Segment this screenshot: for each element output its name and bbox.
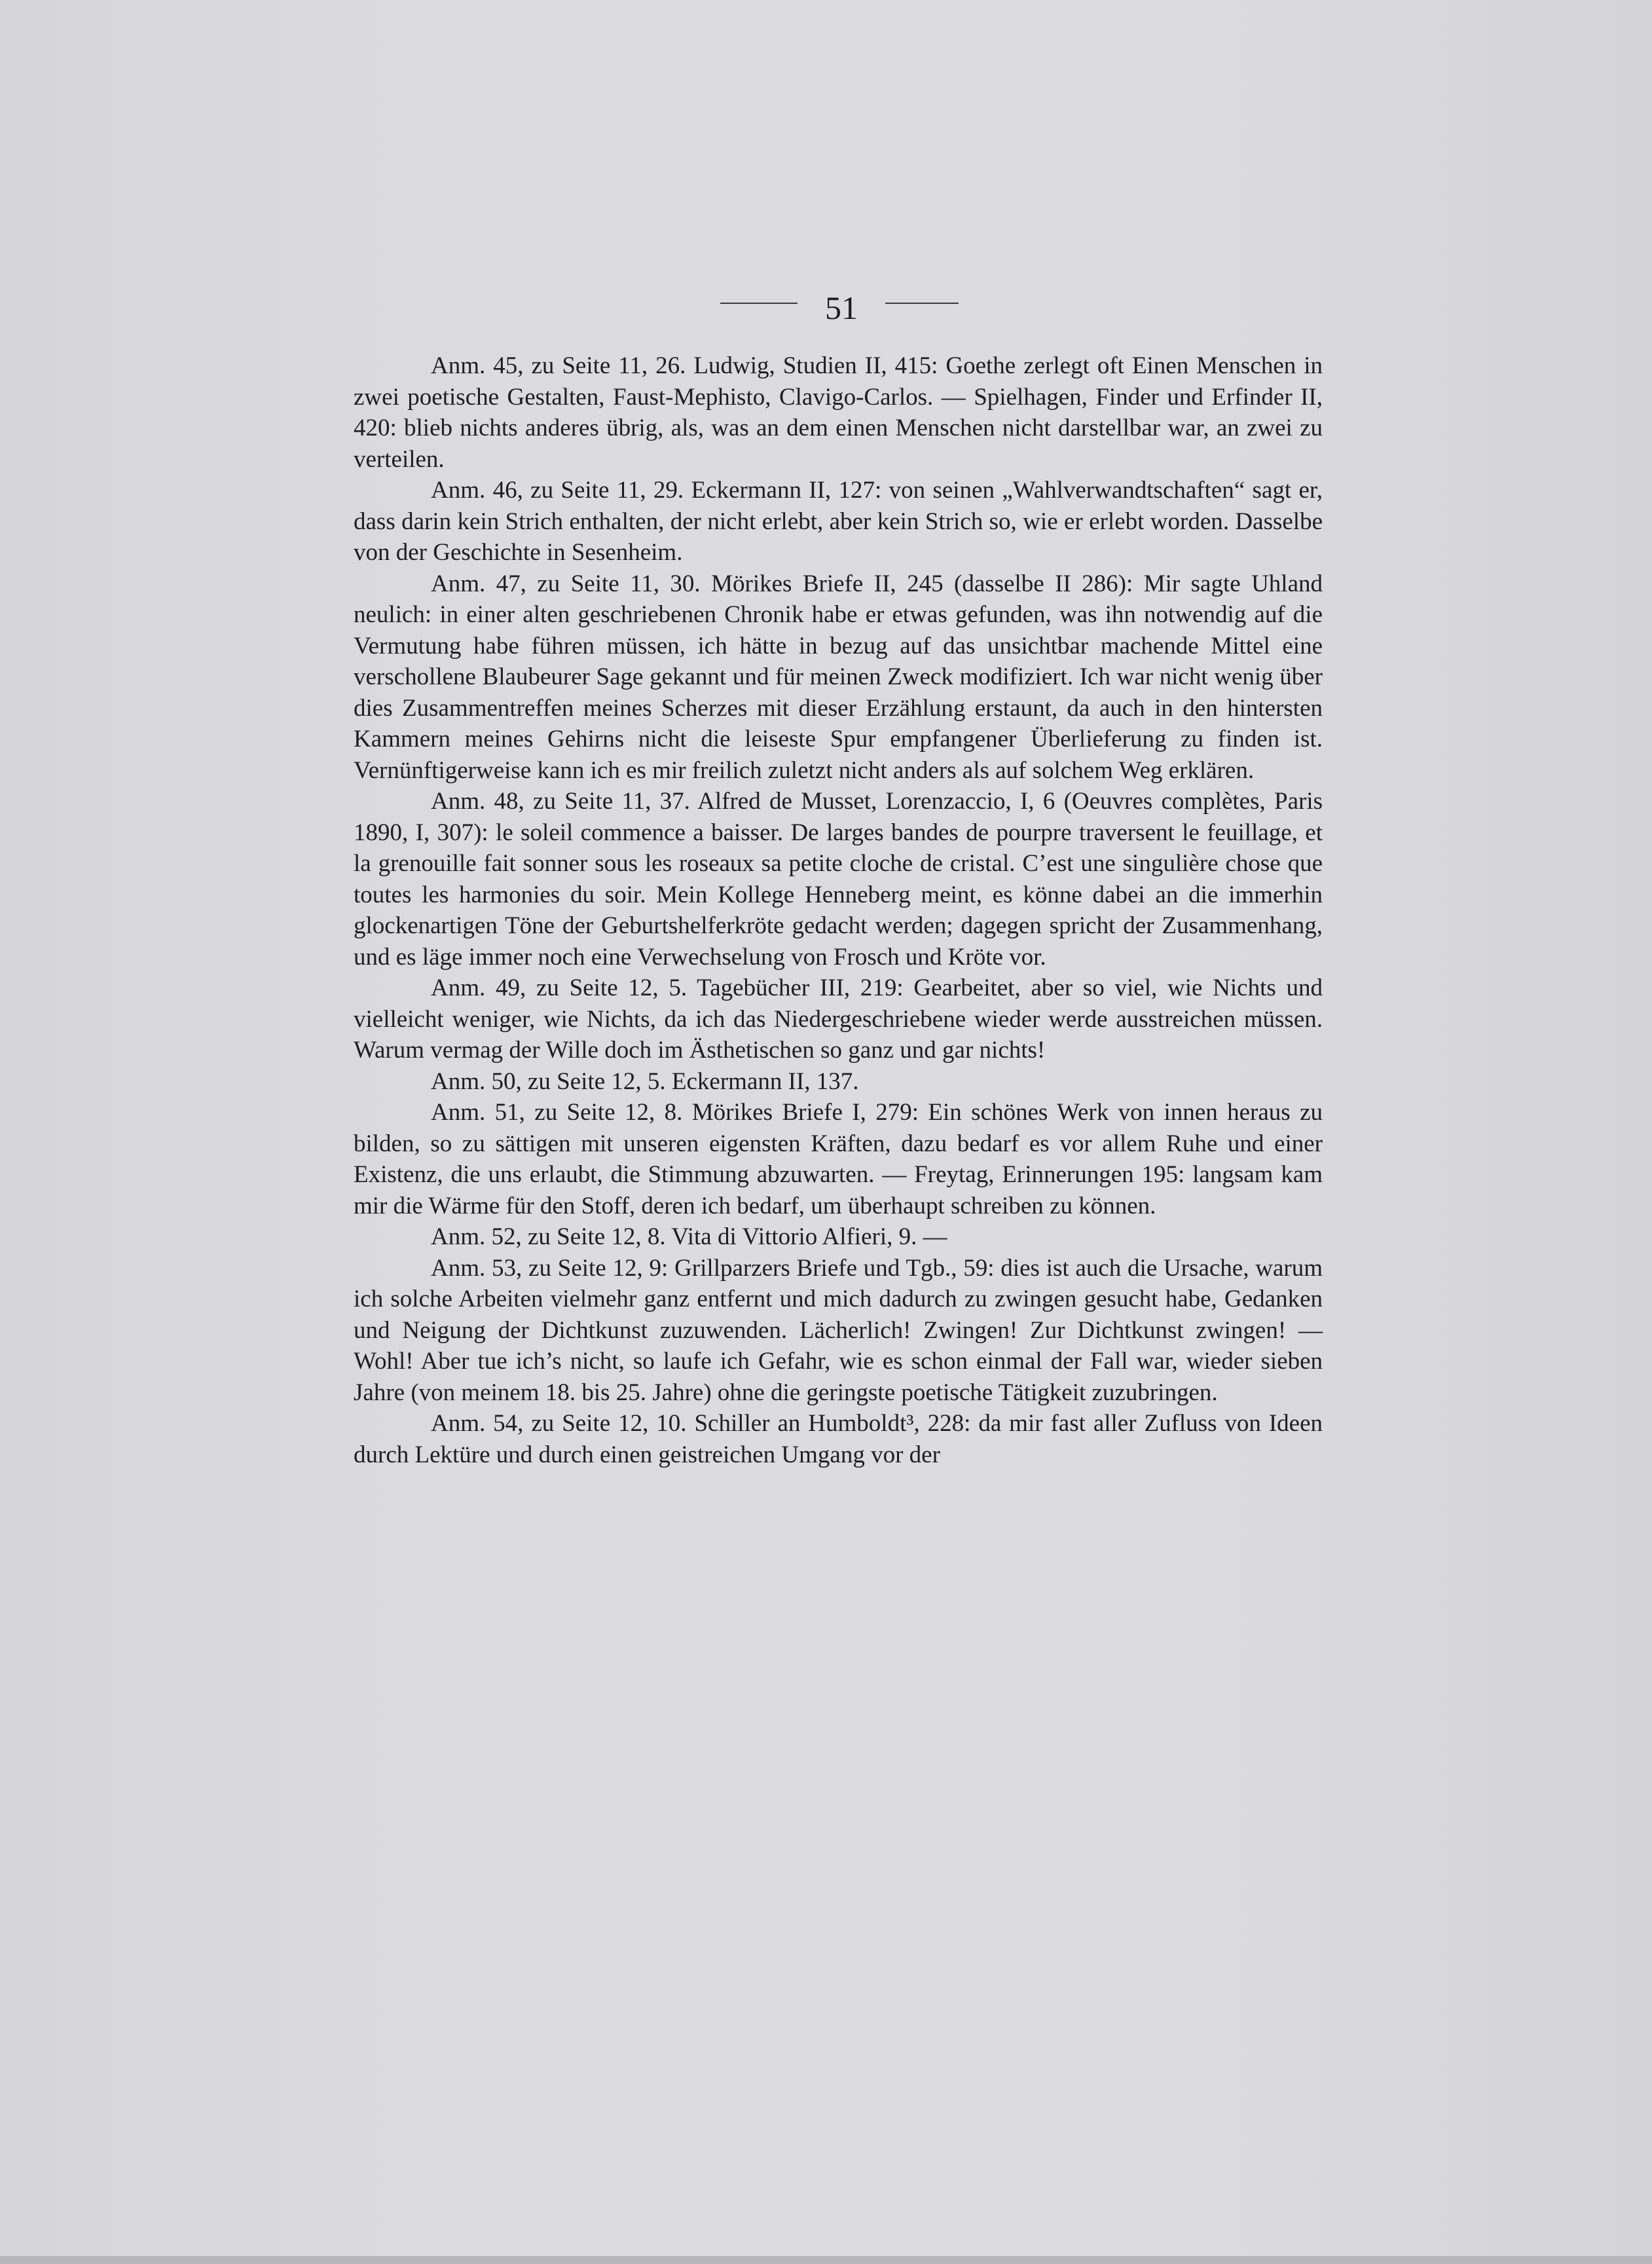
page-header [0, 288, 1652, 327]
note-48: Anm. 48, zu Seite 11, 37. Alfred de Musset, Lorenzaccio, I, 6 (Oeuvres complètes, Paris 1890, I, 307): le soleil commence a baisser. De larges bandes de pourpre traversent le feuillage, et la grenouille fait sonner sous les roseaux sa petite cloche de cristal. C’est une singulière chose que toutes les harmonies du soir. Mein Kollege Henneberg meint, es könne dabei an die immerhin glockenartigen Töne der Geburtshelferkröte gedacht werden; dagegen spricht der Zusammenhang, und es läge immer noch eine Verwechselung von Frosch und Kröte vor. [354, 788, 1323, 971]
note-53: Anm. 53, zu Seite 12, 9: Grillparzers Briefe und Tgb., 59: dies ist auch die Ursache, warum ich solche Arbeiten vielmehr ganz entfernt und mich dadurch zu zwingen gesucht habe, Gedanken und Neigung der Dichtkunst zuzuwenden. Lächerlich! Zwingen! Zur Dichtkunst zwingen! — Wohl! Aber tue ich’s nicht, so laufe ich Gefahr, wie es schon einmal der Fall war, wieder sieben Jahre (von meinem 18. bis 25. Jahre) ohne die geringste poetische Tätigkeit zuzubringen. [354, 1254, 1323, 1406]
page-edge-strip [0, 2256, 1652, 2264]
header-rule-left [720, 303, 798, 304]
page-number: 51 [825, 289, 858, 326]
note-49: Anm. 49, zu Seite 12, 5. Tagebücher III, 219: Gearbeitet, aber so viel, wie Nichts und vielleicht weniger, wie Nichts, da ich das Niedergeschriebene wieder werde ausstreichen müssen. Warum vermag der Wille doch im Ästhetischen so ganz und gar nichts! [354, 974, 1323, 1064]
note-46: Anm. 46, zu Seite 11, 29. Eckermann II, 127: von seinen „Wahlverwandtschaften“ sagt er, dass darin kein Strich enthalten, der nicht erlebt, aber kein Strich so, wie er erlebt worden. Dasselbe von der Geschichte in Sesenheim. [354, 477, 1323, 566]
header-rule-right [885, 303, 959, 304]
note-51: Anm. 51, zu Seite 12, 8. Mörikes Briefe I, 279: Ein schönes Werk von innen heraus zu bilden, so zu sättigen mit unseren eigensten Kräften, dazu bedarf es vor allem Ruhe und einer Existenz, die uns erlaubt, die Stimmung abzuwarten. — Freytag, Erinnerungen 195: langsam kam mir die Wärme für den Stoff, deren ich bedarf, um überhaupt schreiben zu können. [354, 1099, 1323, 1219]
notes-text-block [354, 350, 1323, 1470]
note-52: Anm. 52, zu Seite 12, 8. Vita di Vittorio Alfieri, 9. — [431, 1223, 947, 1250]
note-47: Anm. 47, zu Seite 11, 30. Mörikes Briefe II, 245 (dasselbe II 286): Mir sagte Uhland neulich: in einer alten geschriebenen Chronik habe er etwas gefunden, was ihn notwendig auf die Vermutung habe führen müssen, ich hätte in bezug auf das unsichtbar machende Mittel eine verschollene Blaubeurer Sage gekannt und für meinen Zweck modifiziert. Ich war nicht wenig über dies Zusammentreffen meines Scherzes mit dieser Erzählung erstaunt, da auch in den hintersten Kammern meines Gehirns nicht die leiseste Spur empfangener Überlieferung zu finden ist. Vernünftigerweise kann ich es mir freilich zuletzt nicht anders als auf solchem Weg erklären. [354, 570, 1323, 784]
note-50: Anm. 50, zu Seite 12, 5. Eckermann II, 137. [431, 1067, 859, 1095]
note-45: Anm. 45, zu Seite 11, 26. Ludwig, Studien II, 415: Goethe zerlegt oft Einen Menschen in zwei poetische Gestalten, Faust-Mephisto, Clavigo-Carlos. — Spielhagen, Finder und Erfinder II, 420: blieb nichts anderes übrig, als, was an dem einen Menschen nicht darstellbar war, an zwei zu verteilen. [354, 352, 1323, 473]
note-54: Anm. 54, zu Seite 12, 10. Schiller an Humboldt³, 228: da mir fast aller Zufluss von Ideen durch Lektüre und durch einen geistreichen Umgang vor der [354, 1410, 1323, 1468]
